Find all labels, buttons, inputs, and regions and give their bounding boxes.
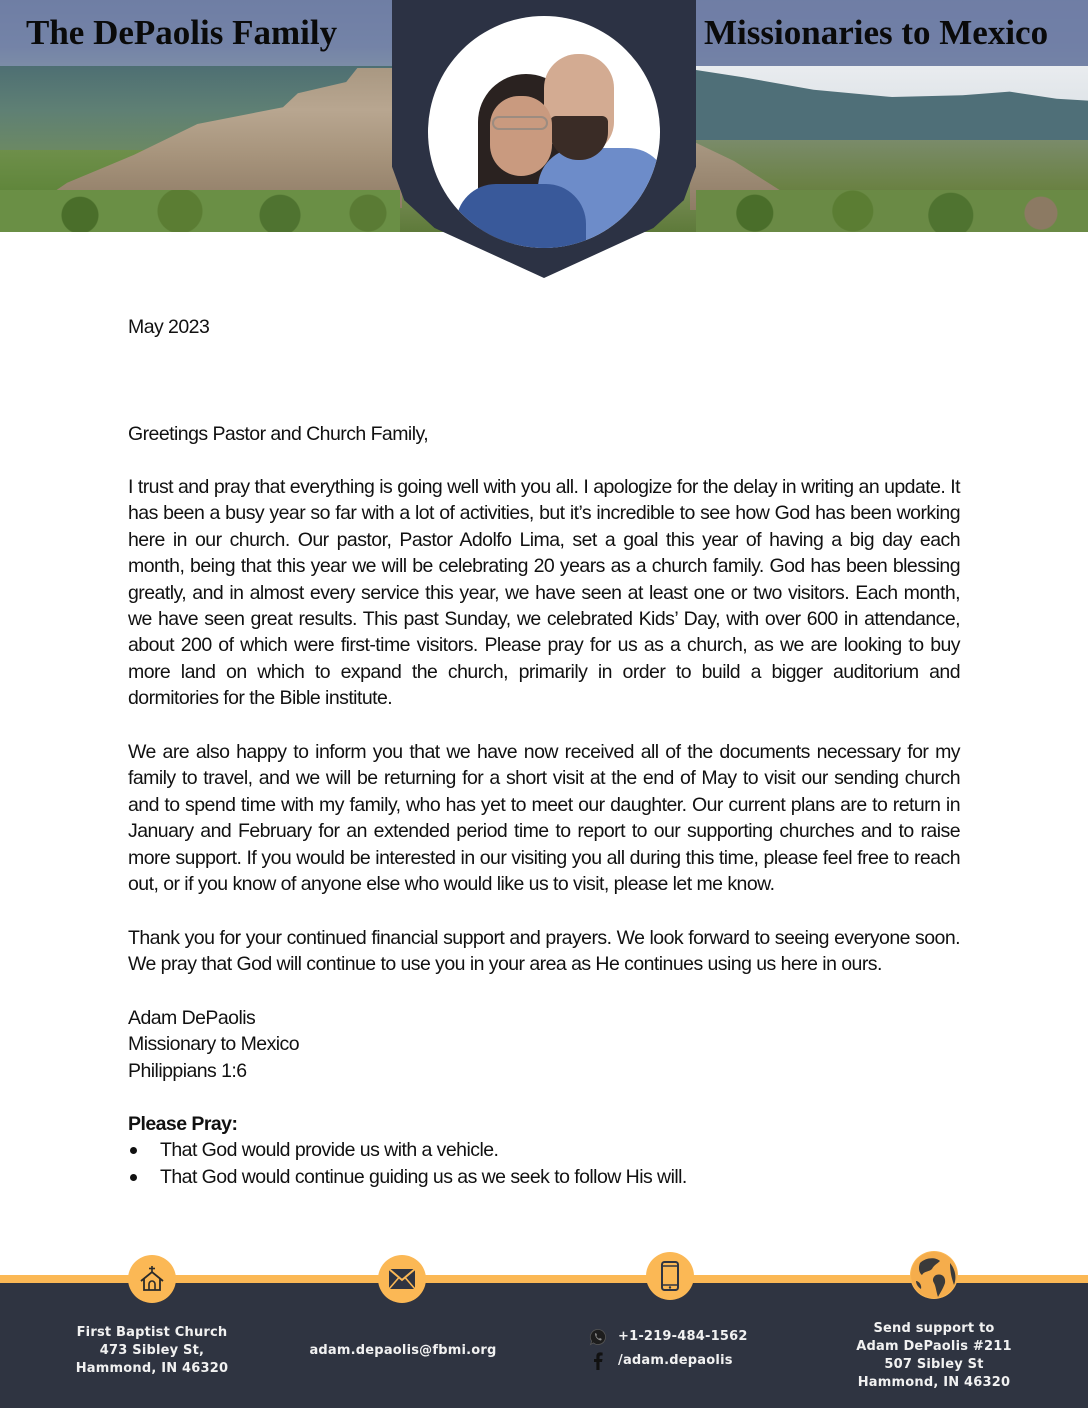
bullet-icon	[130, 1174, 137, 1181]
envelope-icon	[378, 1255, 426, 1303]
facebook-icon	[586, 1352, 610, 1370]
phone-number: +1-219-484-1562	[618, 1329, 748, 1344]
church-icon	[128, 1255, 176, 1303]
glasses	[492, 116, 548, 130]
whatsapp-row[interactable]	[586, 1325, 766, 1349]
prayer-list	[128, 1137, 960, 1190]
family-photo	[428, 16, 660, 248]
paragraph-text: We are also happy to inform you that we have now received all of the documents necessary for my family to travel, and we will be returning for a short visit at the end of May to visit our sending church and to spend time with my family, who has yet to meet our daughter. Our current plans are to return in January and February for an extended period time to report to our supporting churches and to raise more support. If you would be interested in our visiting you all during this time, please feel free to reach out, or if you know of anyone else who would like us to visit, please let me know.	[128, 741, 960, 896]
letter-paragraph-1	[128, 474, 960, 712]
whatsapp-icon	[586, 1328, 610, 1346]
prayer-item	[128, 1164, 960, 1190]
signature-verse: Philippians 1:6	[128, 1059, 247, 1082]
letter-paragraph-2	[128, 739, 960, 897]
landscape-trees	[0, 190, 400, 232]
support-recipient: Adam DePaolis #211	[856, 1339, 1012, 1354]
support-heading: Send support to	[873, 1321, 995, 1336]
church-address	[60, 1324, 244, 1378]
woman-face	[490, 96, 552, 176]
church-street: 473 Sibley St,	[99, 1343, 205, 1358]
support-address	[842, 1320, 1026, 1392]
prayer-item	[128, 1137, 960, 1163]
family-title: The DePaolis Family	[26, 13, 338, 52]
prayer-item-text: That God would provide us with a vehicle.	[160, 1139, 499, 1162]
social-contacts	[586, 1325, 766, 1373]
smartphone-icon	[646, 1252, 694, 1300]
prayer-heading: Please Pray:	[128, 1113, 238, 1135]
globe-icon	[910, 1251, 958, 1299]
letter-date: May 2023	[128, 316, 210, 338]
facebook-handle: /adam.depaolis	[618, 1353, 733, 1368]
letter-paragraph-3	[128, 925, 960, 978]
title-band-right	[696, 0, 1088, 66]
paragraph-text: Thank you for your continued financial support and prayers. We look forward to seeing everyone soon. We pray that God will continue to use you in your area as He continues using us here in ours.	[128, 927, 960, 976]
prayer-requests	[128, 1111, 960, 1190]
church-city: Hammond, IN 46320	[75, 1361, 229, 1376]
salutation: Greetings Pastor and Church Family,	[128, 423, 429, 445]
woman-shirt	[456, 184, 586, 248]
missionaries-title: Missionaries to Mexico	[704, 13, 1049, 52]
signature-name: Adam DePaolis	[128, 1007, 256, 1029]
support-city: Hammond, IN 46320	[857, 1375, 1011, 1390]
email-link[interactable]: adam.depaolis@fbmi.org	[309, 1343, 497, 1358]
facebook-row[interactable]	[586, 1349, 766, 1373]
prayer-item-text: That God would continue guiding us as we seek to follow His will.	[160, 1165, 687, 1188]
church-name: First Baptist Church	[76, 1325, 228, 1340]
support-street: 507 Sibley St	[884, 1357, 984, 1372]
landscape-trees-right	[696, 190, 1088, 232]
signature-role: Missionary to Mexico	[128, 1033, 300, 1056]
bullet-icon	[130, 1147, 137, 1154]
signature-block	[128, 1005, 960, 1084]
paragraph-text: I trust and pray that everything is going well with you all. I apologize for the delay in writing an update. It has been a busy year so far with a lot of activities, but it’s incredible to see how God has been working here in our church. Our pastor, Pastor Adolfo Lima, set a goal this year of having a big day each month, being that this year we will be celebrating 20 years as a church family. God has been blessing greatly, and in almost every service this year, we have seen at least one or two visitors. Each month, we have seen great results. This past Sunday, we celebrated Kids’ Day, with over 600 in attendance, about 200 of which were first-time visitors. Please pray for us as a church, as we are looking to buy more land on which to expand the church, primarily in order to build a bigger auditorium and dormitories for the Bible institute.	[128, 476, 960, 710]
title-band-left	[0, 0, 396, 66]
